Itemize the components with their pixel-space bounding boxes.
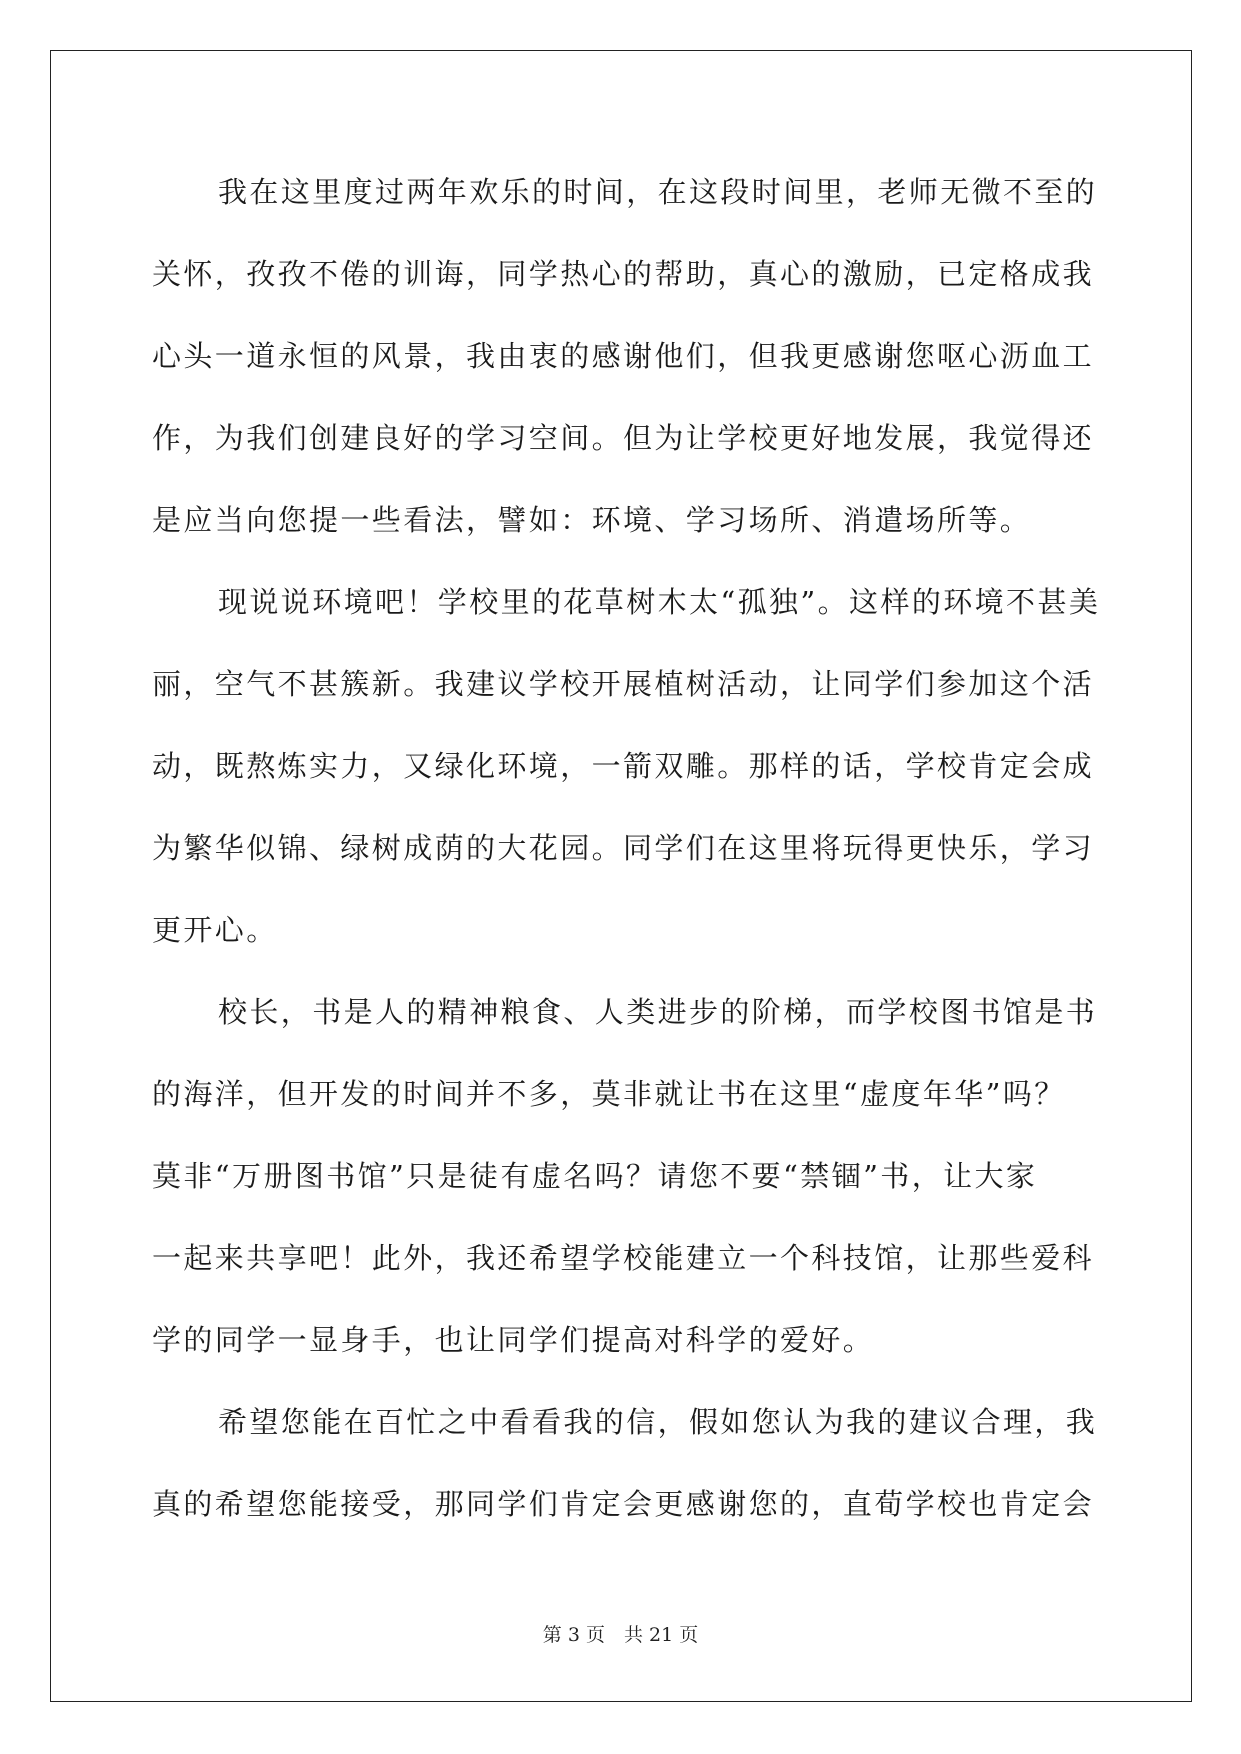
paragraph-line: 心头一道永恒的风景，我由衷的感谢他们，但我更感谢您呕心沥血工 <box>152 339 1095 373</box>
paragraph-line: 校长，书是人的精神粮食、人类进步的阶梯，而学校图书馆是书 <box>218 995 1098 1029</box>
paragraph-line: 一起来共享吧！此外，我还希望学校能建立一个科技馆，让那些爱科 <box>152 1241 1095 1275</box>
paragraph-line: 希望您能在百忙之中看看我的信，假如您认为我的建议合理，我 <box>218 1405 1098 1439</box>
paragraph-line: 的海洋，但开发的时间并不多，莫非就让书在这里“虚度年华”吗？ <box>152 1077 1066 1111</box>
paragraph-line: 我在这里度过两年欢乐的时间，在这段时间里，老师无微不至的 <box>218 175 1098 209</box>
paragraph-line: 现说说环境吧！学校里的花草树木太“孤独”。这样的环境不甚美 <box>218 585 1101 619</box>
document-body <box>152 158 1101 1552</box>
paragraph-line: 学的同学一显身手，也让同学们提高对科学的爱好。 <box>152 1323 875 1357</box>
paragraph-line: 是应当向您提一些看法，譬如：环境、学习场所、消遣场所等。 <box>152 503 1032 537</box>
paragraph-line: 动，既熬炼实力，又绿化环境，一箭双雕。那样的话，学校肯定会成 <box>152 749 1095 783</box>
paragraph-line: 丽，空气不甚簇新。我建议学校开展植树活动，让同学们参加这个活 <box>152 667 1095 701</box>
paragraph-line: 更开心。 <box>152 913 278 947</box>
paragraph-line: 莫非“万册图书馆”只是徒有虚名吗？请您不要“禁锢”书，让大家 <box>152 1159 1038 1193</box>
paragraph-line: 为繁华似锦、绿树成荫的大花园。同学们在这里将玩得更快乐，学习 <box>152 831 1095 865</box>
paragraph-line: 关怀，孜孜不倦的训诲，同学热心的帮助，真心的激励，已定格成我 <box>152 257 1095 291</box>
page-number-footer: 第 3 页 共 21 页 <box>542 1624 699 1646</box>
paragraph-line: 作，为我们创建良好的学习空间。但为让学校更好地发展，我觉得还 <box>152 421 1095 455</box>
paragraph-line: 真的希望您能接受，那同学们肯定会更感谢您的，直荀学校也肯定会 <box>152 1487 1095 1521</box>
